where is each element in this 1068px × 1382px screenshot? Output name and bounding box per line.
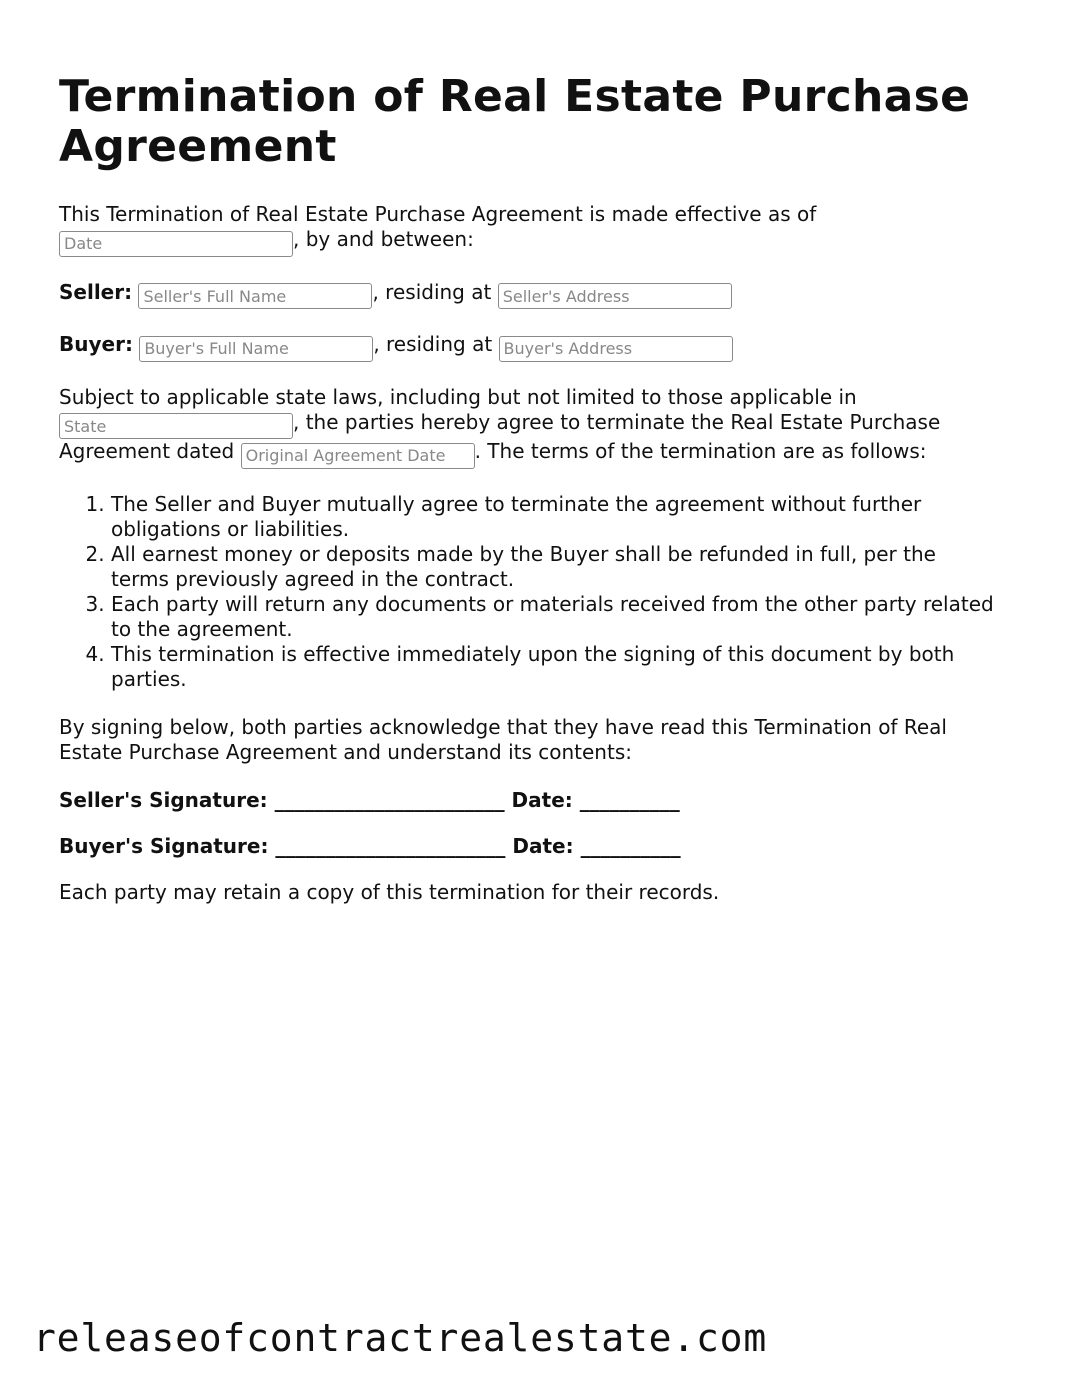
term-item: 3. Each party will return any documents or materials received from the other party related to the agreement. (111, 592, 999, 642)
subject-text: Subject to applicable state laws, including but not limited to those applicable in (59, 384, 857, 409)
buyer-residing-text: , residing at (373, 332, 493, 356)
buyer-signature-line: Buyer's Signature: _______________________ Date: __________ (59, 833, 681, 858)
footer-watermark: releaseofcontractrealestate.com (33, 1316, 768, 1360)
term-item: 4. This termination is effective immediately upon the signing of this document by both parties. (111, 642, 999, 692)
date-field[interactable] (59, 231, 293, 257)
subject-paragraph (59, 385, 999, 469)
subject-text-after: . The terms of the termination are as follows: (474, 439, 927, 463)
terms-list (59, 492, 999, 692)
original-agreement-date-field[interactable] (241, 443, 475, 469)
buyer-label: Buyer: (59, 332, 133, 356)
intro-paragraph (59, 202, 999, 257)
state-field[interactable] (59, 413, 293, 439)
buyer-address-field[interactable] (499, 336, 733, 362)
subject-text-middle: , the parties hereby agree to terminate the Real Estate Purchase Agreement dated (59, 409, 941, 463)
closing-paragraph: Each party may retain a copy of this termination for their records. (59, 879, 720, 904)
seller-name-field[interactable] (138, 283, 372, 309)
seller-residing-text: , residing at (372, 279, 492, 304)
term-item: 1. The Seller and Buyer mutually agree to terminate the agreement without further obligations or liabilities. (111, 492, 999, 542)
intro-text-after: , by and between: (293, 227, 474, 251)
term-item: 2. All earnest money or deposits made by the Buyer shall be refunded in full, per the terms previously agreed in the contract. (111, 542, 999, 592)
acknowledgment-paragraph: By signing below, both parties acknowledge that they have read this Termination of Real Estate Purchase Agreement and understand its contents: (59, 714, 947, 764)
buyer-name-field[interactable] (139, 336, 373, 362)
intro-text: This Termination of Real Estate Purchase Agreement is made effective as of (59, 202, 817, 226)
seller-label: Seller: (59, 279, 133, 304)
seller-address-field[interactable] (498, 283, 732, 309)
document-title: Termination of Real Estate Purchase Agreement (59, 71, 971, 172)
buyer-line (59, 332, 999, 362)
seller-signature-line: Seller's Signature: _______________________ Date: __________ (59, 787, 680, 812)
seller-line (59, 280, 999, 310)
document-page (59, 72, 999, 928)
